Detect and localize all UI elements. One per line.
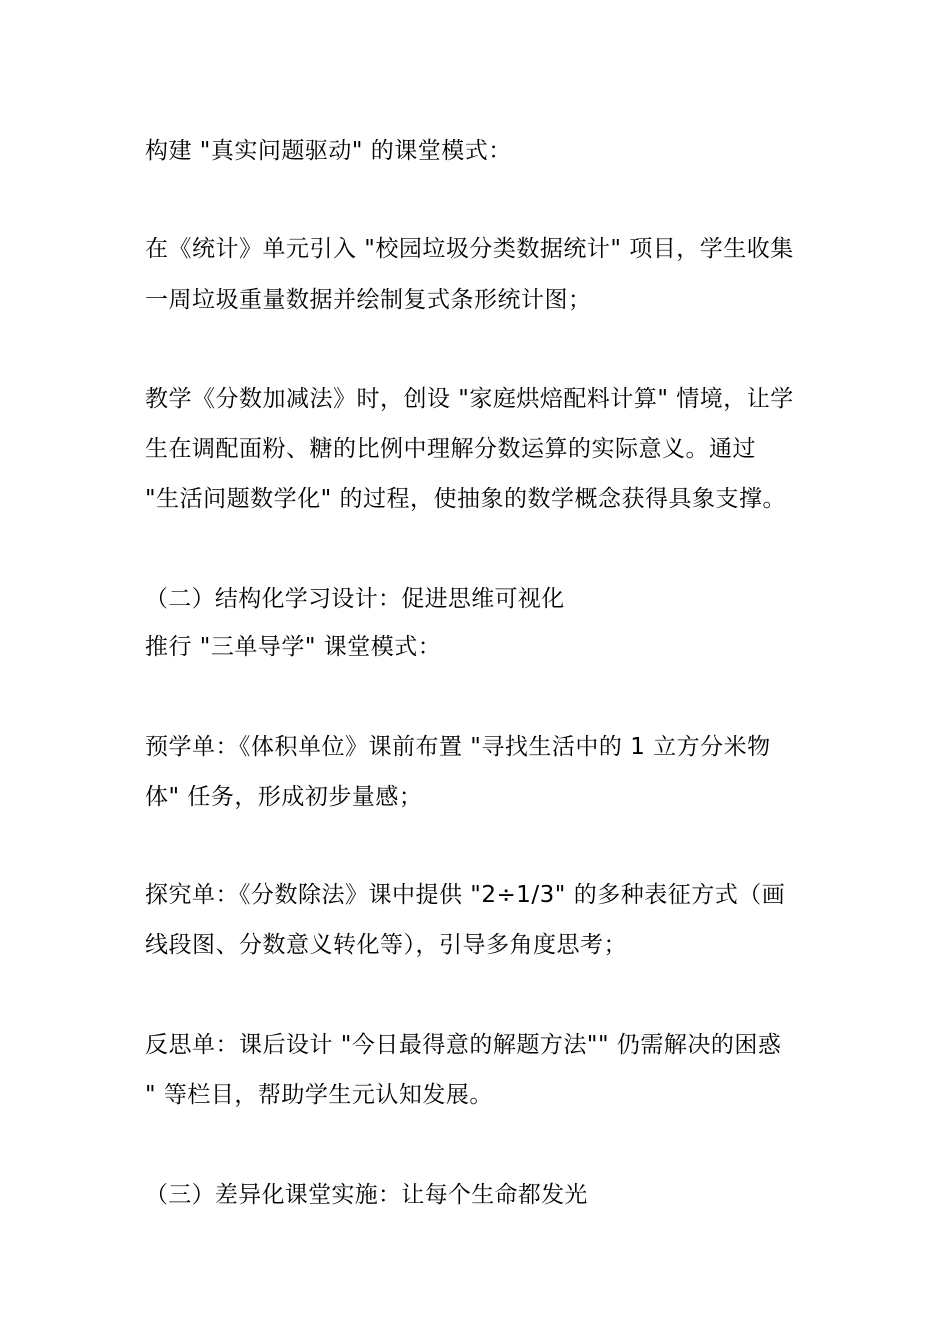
paragraph-line: 教学《分数加减法》时，创设 "家庭烘焙配料计算" 情境，让学 [145,386,794,412]
paragraph-line: 生在调配面粉、糖的比例中理解分数运算的实际意义。通过 [145,436,756,462]
paragraph-line: 在《统计》单元引入 "校园垃圾分类数据统计" 项目，学生收集 [145,236,794,262]
section-heading: （三）差异化课堂实施：让每个生命都发光 [145,1182,588,1208]
paragraph-line: 预学单：《体积单位》课前布置 "寻找生活中的 1 立方分米物 [145,734,771,760]
section-heading: （二）结构化学习设计：促进思维可视化 [145,586,565,612]
paragraph-line: 一周垃圾重量数据并绘制复式条形统计图； [145,287,592,313]
paragraph-line: 推行 "三单导学" 课堂模式： [145,634,442,660]
paragraph-line: " 等栏目，帮助学生元认知发展。 [145,1082,493,1108]
paragraph-line: 探究单：《分数除法》课中提供 "2÷1/3" 的多种表征方式（画 [145,882,786,908]
paragraph-line: 线段图、分数意义转化等），引导多角度思考； [145,932,627,958]
paragraph-line: 反思单：课后设计 "今日最得意的解题方法"" 仍需解决的困惑 [145,1032,782,1058]
paragraph-line: 构建 "真实问题驱动" 的课堂模式： [145,138,512,164]
paragraph-line: 体" 任务，形成初步量感； [145,784,423,810]
paragraph-line: "生活问题数学化" 的过程，使抽象的数学概念获得具象支撑。 [145,486,786,512]
